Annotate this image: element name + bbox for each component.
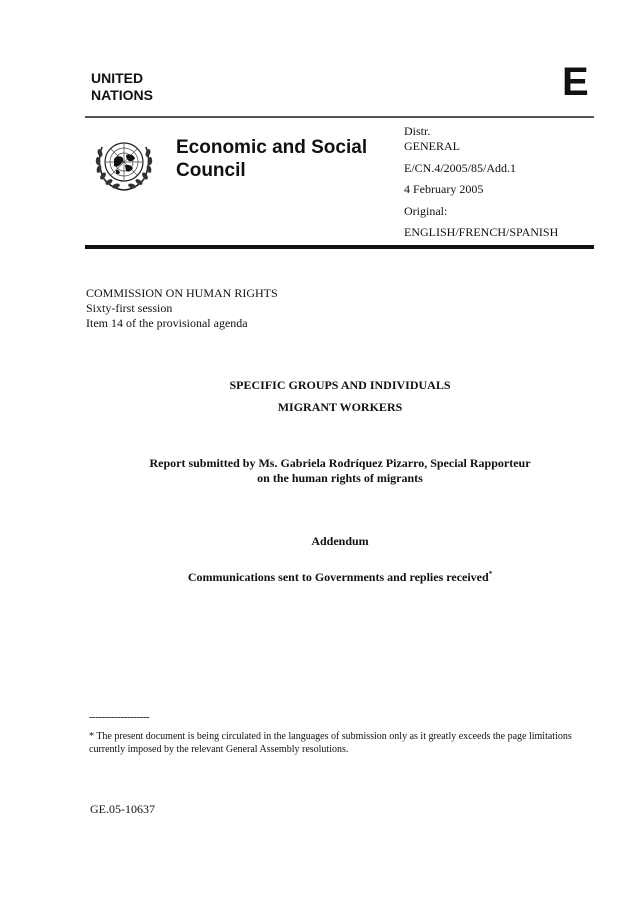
original-label: Original: [404,204,448,218]
report-line-1: Report submitted by Ms. Gabriela Rodríquez Pizarro, Special Rapporteur [149,456,531,470]
council-title [176,136,367,182]
council-title-line-1: Economic and Social [176,137,368,158]
header-divider-thick [85,245,594,249]
title-line-1: SPECIFIC GROUPS AND INDIVIDUALS [229,378,451,392]
title-line-2: MIGRANT WORKERS [277,400,403,414]
un-emblem-icon [92,133,156,193]
document-date: 4 February 2005 [404,182,484,196]
footnote-marker: * [488,570,493,578]
org-line-1: UNITED [91,70,144,86]
job-number: GE.05-10637 [90,802,155,816]
footnote-text: * The present document is being circulated in the languages of submission only as it greatly exceeds the page limitations currently imposed by the relevant General Assembly resolutions. [89,731,572,755]
subtitle [0,570,640,585]
document-series-symbol: E [562,60,589,104]
report-line-2: on the human rights of migrants [257,471,423,485]
header-divider-thin [85,116,594,118]
original-languages: ENGLISH/FRENCH/SPANISH [404,225,559,239]
commission-block [86,286,278,331]
distr-label: Distr. [404,124,431,138]
distr-value: GENERAL [404,139,460,153]
council-title-line-2: Council [176,160,246,181]
commission-name: COMMISSION ON HUMAN RIGHTS [86,286,278,300]
subtitle-text: Communications sent to Governments and replies received [187,570,489,584]
org-line-2: NATIONS [91,87,153,103]
organization-name [91,70,153,104]
agenda-item: Item 14 of the provisional agenda [86,316,248,330]
addendum-heading: Addendum [311,534,369,548]
document-symbol: E/CN.4/2005/85/Add.1 [404,161,517,175]
commission-session: Sixty-first session [86,301,173,315]
footnote-separator: ------------------- [89,711,150,723]
